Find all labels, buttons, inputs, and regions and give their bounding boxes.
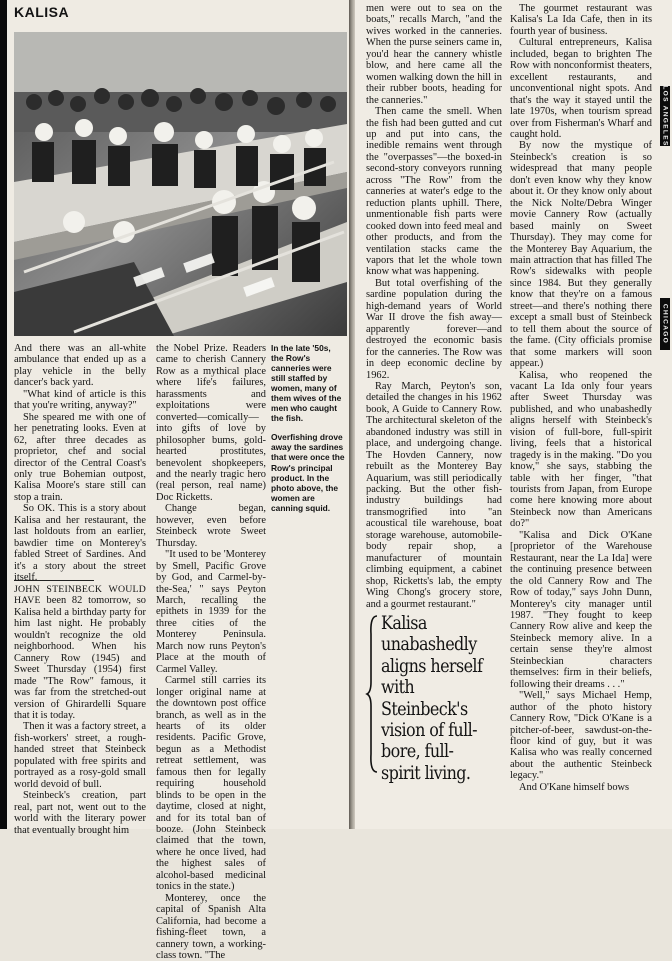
caption-paragraph: In the late '50s, the Row's canneries were still staffed by women, many of them wives of the men who caught the fish. xyxy=(271,343,342,424)
left-column-1b xyxy=(14,584,146,836)
paragraph: So OK. This is a story about Kalisa and her restaurant, the last holdouts from an earlier, bawdier time on Monterey's fabled Street of Sardines. And it's a story about the street itself. xyxy=(14,503,146,584)
page-edge-bar xyxy=(0,0,7,829)
paragraph: "Kalisa and Dick O'Kane [proprietor of the Warehouse Restaurant, near the La Ida] were the continuing presence between the old Cannery Row and The Row of today," says John Dunn, Monterey's city manager until 1987. "They fought to keep Cannery Row alive and keep the Steinbeck memory alive. In a certain sense they're almost Steinbeckian characters themselves: firm in their beliefs, following their dreams . . ." xyxy=(510,529,652,690)
paragraph: "It used to be 'Monterey by Smell, Pacific Grove by God, and Carmel-by-the-Sea,' " says Peyton March, recalling the epithets in 1939 for the three cities of the Monterey Peninsula. March now runs Peyton's Place at the mouth of Carmel Valley. xyxy=(156,549,266,675)
paragraph: But total overfishing of the sardine population during the high-demand years of World War II drove the fish away—apparently forever—and destroyed the economic basis for the canneries. The Row was in deep economic decline by 1962. xyxy=(366,277,502,381)
section-lead-in: JOHN STEINBECK WOULD HAVE xyxy=(14,584,146,607)
edition-tab-los-angeles xyxy=(660,86,670,146)
paragraph: Change began, however, even before Steinbeck wrote Sweet Thursday. xyxy=(156,503,266,549)
edition-tab-label: LOS ANGELES xyxy=(661,85,669,147)
section-divider xyxy=(14,580,94,581)
paragraph: She speared me with one of her penetrating looks. Even at 62, after three decades as proprietor, chef and social director of the Central Coast's only true Bohemian outpost, Kalisa Moore's stare still can stop a train. xyxy=(14,411,146,503)
right-column-2 xyxy=(510,3,652,829)
section-kicker: KALISA xyxy=(14,4,70,20)
paragraph: men were out to sea on the boats," recalls March, "and the wives worked in the canneries. When the purse seiners came in, you'd hear the cannery whistle blow, and here came all the women walking down the hill in their rubber boots, heading for the canneries." xyxy=(366,3,502,106)
paragraph: And there was an all-white ambulance that ended up as a play vehicle in the belly dancer's back yard. xyxy=(14,343,146,389)
paragraph: Ray March, Peyton's son, detailed the changes in his 1962 book, A Guide to Cannery Row. The architectural skeleton of the abandoned industry was still in place, and undergoing change. The Hovden Cannery, now rebuilt as the Monterey Bay Aquarium, was still periodically packing. But the other fish-industry buildings had transmogrified into "an acoustical tile warehouse, boat storage warehouse, automobile-body repair shop, a manufacturer of mountain climbing equipment, a cabinet shop, Ricketts's lab, the empty Wing Chong's grocery store, and a gourmet restaurant." xyxy=(366,380,502,610)
paragraph: The gourmet restaurant was Kalisa's La Ida Cafe, then in its fourth year of business. xyxy=(510,3,652,37)
paragraph: Kalisa, who reopened the vacant La Ida only four years after Sweet Thursday was published, and who unabashedly aligns herself with Steinbeck's vision of full-bore, full-spirit living, feels that a historical tragedy is in the making. "Do you know," she says, stabbing the table with her finger, "that tourists from Japan, from Europe come here knowing more about Steinbeck now than Americans do?" xyxy=(510,369,652,530)
cannery-photo xyxy=(14,32,347,336)
paragraph: Cultural entrepreneurs, Kalisa included, began to brighten The Row with nonconformist theaters, excellent restaurants, and unconventional night spots. And that's the way it stayed until the late 1970s, when tourism spread over from Fisherman's Wharf and caught hold. xyxy=(510,37,652,140)
paragraph: "What kind of article is this that you're writing, anyway?" xyxy=(14,388,146,412)
paragraph: been 82 tomorrow, so Kalisa held a birthday party for him last night. He probably wouldn't recognize the old neighborhood. When his Cannery Row (1945) and Sweet Thursday (1954) first made "The Row" famous, it was far from the stretched-out version of Ghirardelli Square that it is today. xyxy=(14,595,146,721)
paragraph: Monterey, once the capital of Spanish Alta California, had become a fishing-fleet town, a cannery town, a working-class town. "The xyxy=(156,892,266,961)
pull-quote: Kalisa unabashedly aligns herself with Steinbeck's vision of full-bore, full-spirit living. xyxy=(381,613,483,784)
left-column-2 xyxy=(156,343,266,961)
paragraph: Carmel still carries its longer original name at the downtown post office branch, as well as in the hearts of its older residents. Pacific Grove, begun as a Methodist retreat settlement, was famous then for legally requiring household blinds to be open in the daytime, closed at night, and for its total ban of booze. (John Steinbeck claimed that the town, where he once lived, had the highest sales of alcohol-based medicinal tonics in the state.) xyxy=(156,675,266,893)
paragraph: Then came the smell. When the fish had been gutted and cut up and put into cans, the inedible remains went through the "overpasses"—the boxed-in second-story conveyors running across "The Row" from the canneries at water's edge to the reduction plants uphill. There, unmentionable fish parts were cooked down into feed meal and other products, and from the ventilation stacks came the vapors that let the whole town know what was happening. xyxy=(366,106,502,278)
paragraph: the Nobel Prize. Readers came to cherish Cannery Row as a mythical place where life's failures, harassments and exploitations were converted—comically—into gifts of love by philosopher bums, gold-hearted prostitutes, benevolent shopkeepers, and the nearly tragic hero (real person, real name) Doc Ricketts. xyxy=(156,343,266,503)
paragraph: By now the mystique of Steinbeck's creation is so widespread that many people don't even know why they know about it. Or they know only about the Nick Nolte/Debra Winger movie Cannery Row (actually based mainly on Sweet Thursday). They may come for the Monterey Bay Aquarium, the main attraction that has filled The Row's sidewalks with people since 1984. But they generally know that they're on a famous street—and there's nothing there except a small bust of Steinbeck to tell them about the source of the fame. (City officials promise that some markers will soon appear.) xyxy=(510,140,652,370)
paragraph: "Well," says Michael Hemp, author of the photo history Cannery Row, "Dick O'Kane is a pitcher-of-beer, sawdust-on-the-floor kind of guy, but it was Kalisa who was really concerned about the authentic Steinbeck legacy." xyxy=(510,690,652,782)
paragraph: Then it was a factory street, a fish-workers' street, a rough-handed street that Steinbeck populated with free spirits and portrayed as a rosy-gold small world devoid of bull. xyxy=(14,721,146,790)
caption-paragraph: Overfishing drove away the sardines that were once the Row's principal product. In the photo above, the women are canning squid. xyxy=(271,432,345,513)
paragraph: And O'Kane himself bows xyxy=(519,781,630,793)
edition-tab-label: CHICAGO xyxy=(661,303,669,345)
left-column-1 xyxy=(14,343,146,584)
paragraph: Steinbeck's creation, part real, part not, went out to the world with the literary power that eventually brought him xyxy=(14,790,146,836)
right-column-1 xyxy=(366,3,502,610)
edition-tab-chicago xyxy=(660,298,670,350)
photo-caption xyxy=(271,343,345,522)
pull-quote-brace xyxy=(367,614,379,774)
